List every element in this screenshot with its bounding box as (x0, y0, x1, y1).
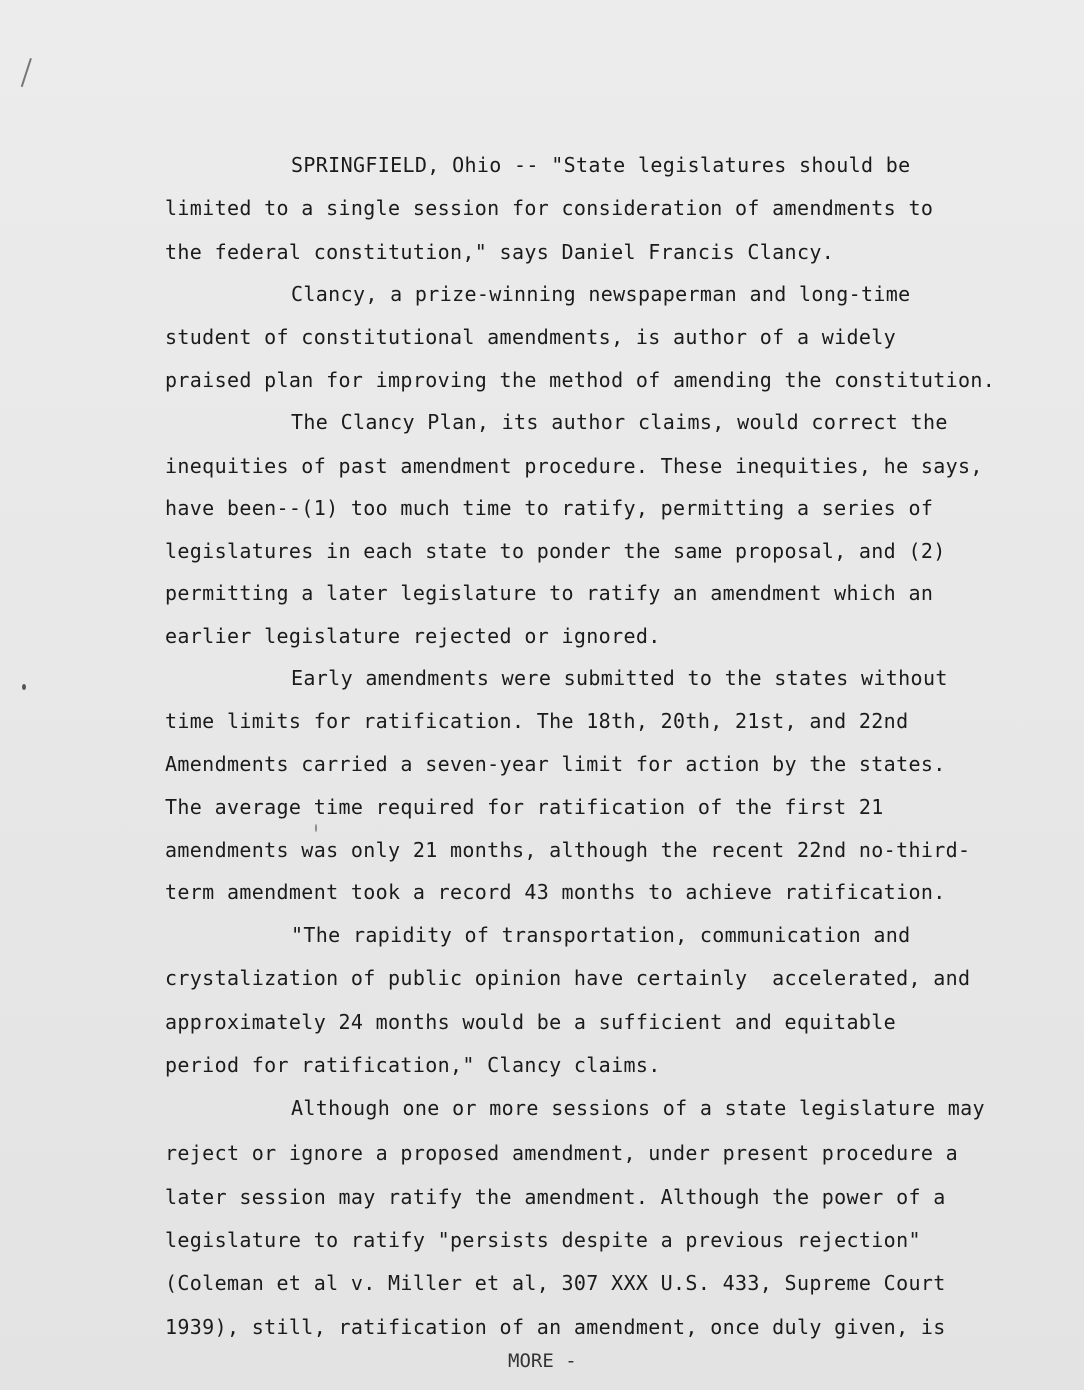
text-line: the federal constitution," says Daniel Francis Clancy. (165, 240, 835, 264)
text-line: time limits for ratification. The 18th, 20th, 21st, and 22nd (165, 709, 909, 733)
text-line: (Coleman et al v. Miller et al, 307 XXX U.S. 433, Supreme Court (165, 1271, 946, 1295)
text-line: term amendment took a record 43 months to achieve ratification. (165, 880, 946, 904)
text-line: legislatures in each state to ponder the same proposal, and (2) (165, 539, 946, 563)
text-line: Clancy, a prize-winning newspaperman and long-time (291, 282, 911, 306)
text-line: crystalization of public opinion have certainly accelerated, and (165, 966, 971, 990)
text-line: The average time required for ratification of the first 21 (165, 795, 884, 819)
text-line: student of constitutional amendments, is author of a widely (165, 325, 897, 349)
text-line: legislature to ratify "persists despite a previous rejection" (165, 1228, 921, 1252)
text-line: Although one or more sessions of a state legislature may (291, 1096, 985, 1120)
paper-speck (22, 684, 26, 690)
text-line: reject or ignore a proposed amendment, under present procedure a (165, 1141, 959, 1165)
text-line: SPRINGFIELD, Ohio -- "State legislatures should be (291, 153, 911, 177)
text-line: earlier legislature rejected or ignored. (165, 624, 661, 648)
text-line: period for ratification," Clancy claims. (165, 1053, 661, 1077)
text-line: Early amendments were submitted to the states without (291, 666, 948, 690)
text-line: 1939), still, ratification of an amendment, once duly given, is (165, 1315, 946, 1339)
paper-speck (315, 824, 317, 832)
text-line: permitting a later legislature to ratify an amendment which an (165, 581, 934, 605)
more-footer: MORE - (508, 1350, 577, 1372)
text-line: limited to a single session for consideration of amendments to (165, 196, 934, 220)
text-line: Amendments carried a seven-year limit for action by the states. (165, 752, 946, 776)
text-line: praised plan for improving the method of amending the constitution. (165, 368, 996, 392)
text-line: later session may ratify the amendment. Although the power of a (165, 1185, 946, 1209)
text-line: "The rapidity of transportation, communication and (291, 923, 911, 947)
text-line: The Clancy Plan, its author claims, would correct the (291, 410, 948, 434)
text-line: amendments was only 21 months, although the recent 22nd no-third- (165, 838, 971, 862)
text-line: approximately 24 months would be a sufficient and equitable (165, 1010, 897, 1034)
text-line: have been--(1) too much time to ratify, permitting a series of (165, 496, 934, 520)
text-line: inequities of past amendment procedure. These inequities, he says, (165, 454, 983, 478)
